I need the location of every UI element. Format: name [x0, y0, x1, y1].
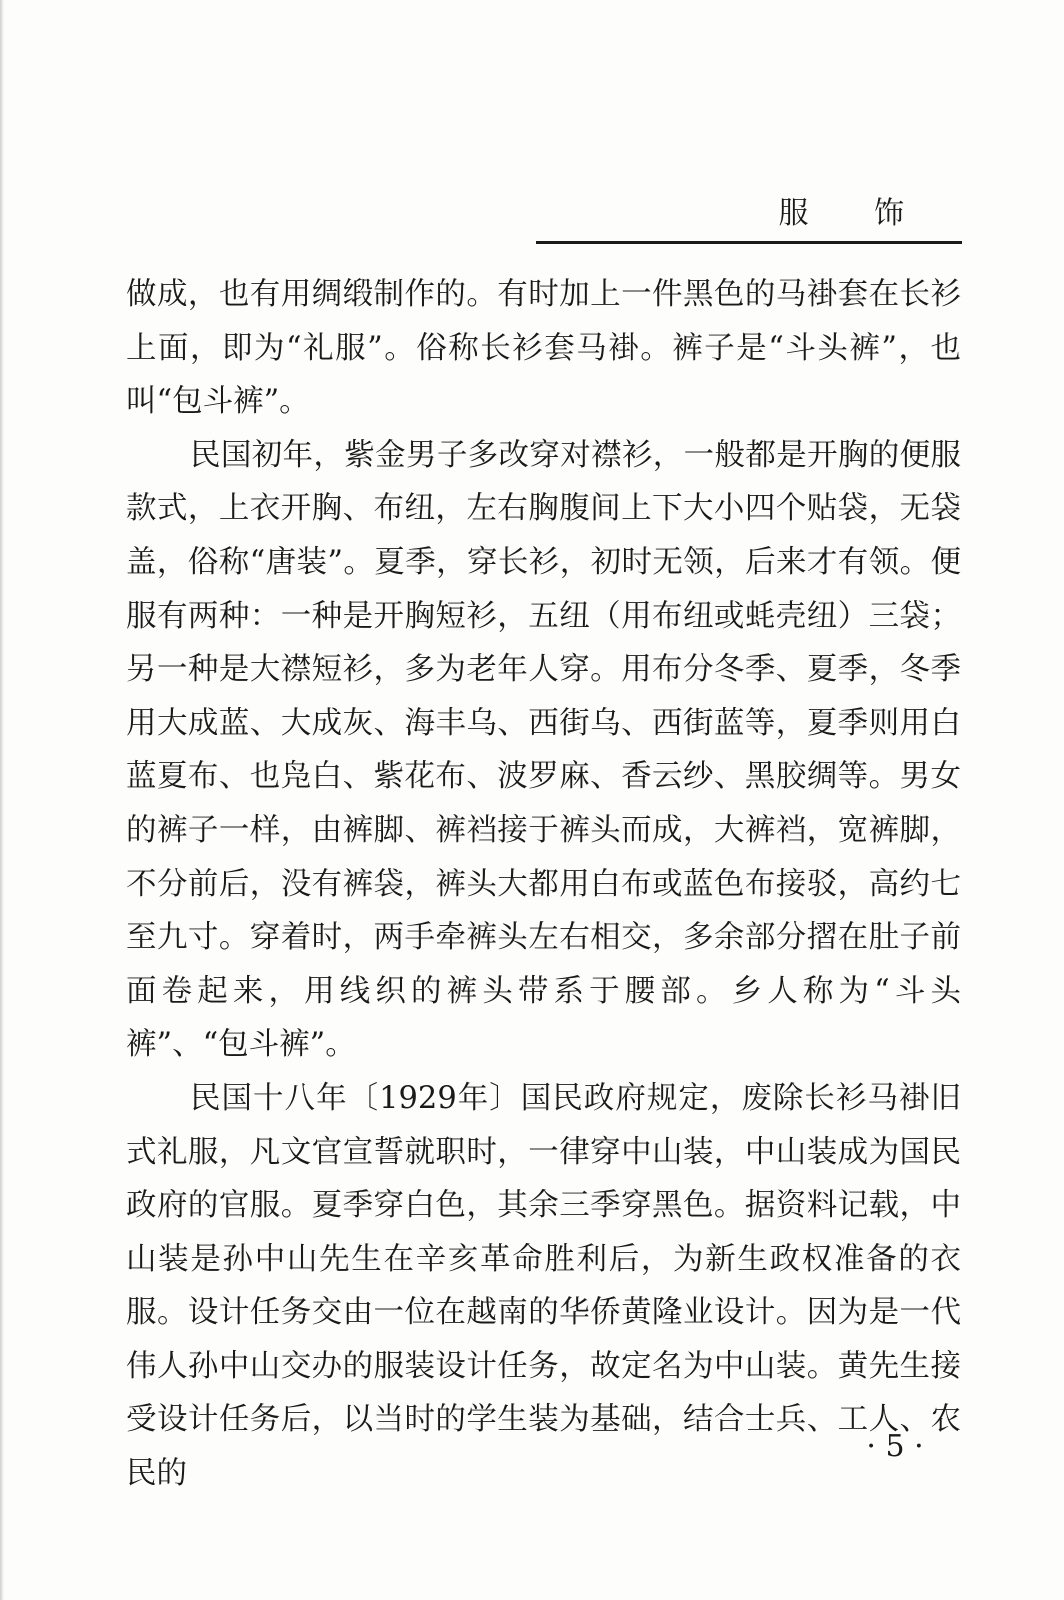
page-edge	[0, 0, 4, 1600]
paragraph-early-republic-clothing: 民国初年，紫金男子多改穿对襟衫，一般都是开胸的便服款式，上衣开胸、布纽，左右胸腹间上下大小四个贴袋，无袋盖，俗称“唐装”。夏季，穿长衫，初时无领，后来才有领。便服有两种：一种是开胸短衫，五纽（用布纽或蚝壳纽）三袋；另一种是大襟短衫，多为老年人穿。用布分冬季、夏季，冬季用大成蓝、大成灰、海丰乌、西街乌、西街蓝等，夏季则用白蓝夏布、也凫白、紫花布、波罗麻、香云纱、黑胶绸等。男女的裤子一样，由裤脚、裤裆接于裤头而成，大裤裆，宽裤脚，不分前后，没有裤袋，裤头大都用白布或蓝色布接驳，高约七至九寸。穿着时，两手牵裤头左右相交，多余部分摺在肚子前面卷起来，用线织的裤头带系于腰部。乡人称为“斗头裤”、“包斗裤”。	[126, 437, 961, 1063]
paragraph-zhongshan-suit: 民国十八年〔1929年〕国民政府规定，废除长衫马褂旧式礼服，凡文官宣誓就职时，一律穿中山装，中山装成为国民政府的官服。夏季穿白色，其余三季穿黑色。据资料记载，中山装是孙中山先生在辛亥革命胜利后，为新生政权准备的衣服。设计任务交由一位在越南的华侨黄隆业设计。因为是一代伟人孙中山交办的服装设计任务，故定名为中山装。黄先生接受设计任务后，以当时的学生装为基础，结合士兵、工人、农民的	[126, 1080, 961, 1492]
running-head-title: 服 饰	[778, 196, 932, 231]
running-head	[536, 196, 962, 246]
page-number: · 5 ·	[866, 1429, 924, 1464]
body-text	[126, 268, 961, 1501]
running-head-rule	[536, 241, 962, 244]
paragraph-continued: 做成，也有用绸缎制作的。有时加上一件黑色的马褂套在长衫上面，即为“礼服”。俗称长衫套马褂。裤子是“斗头裤”，也叫“包斗裤”。	[126, 277, 961, 420]
